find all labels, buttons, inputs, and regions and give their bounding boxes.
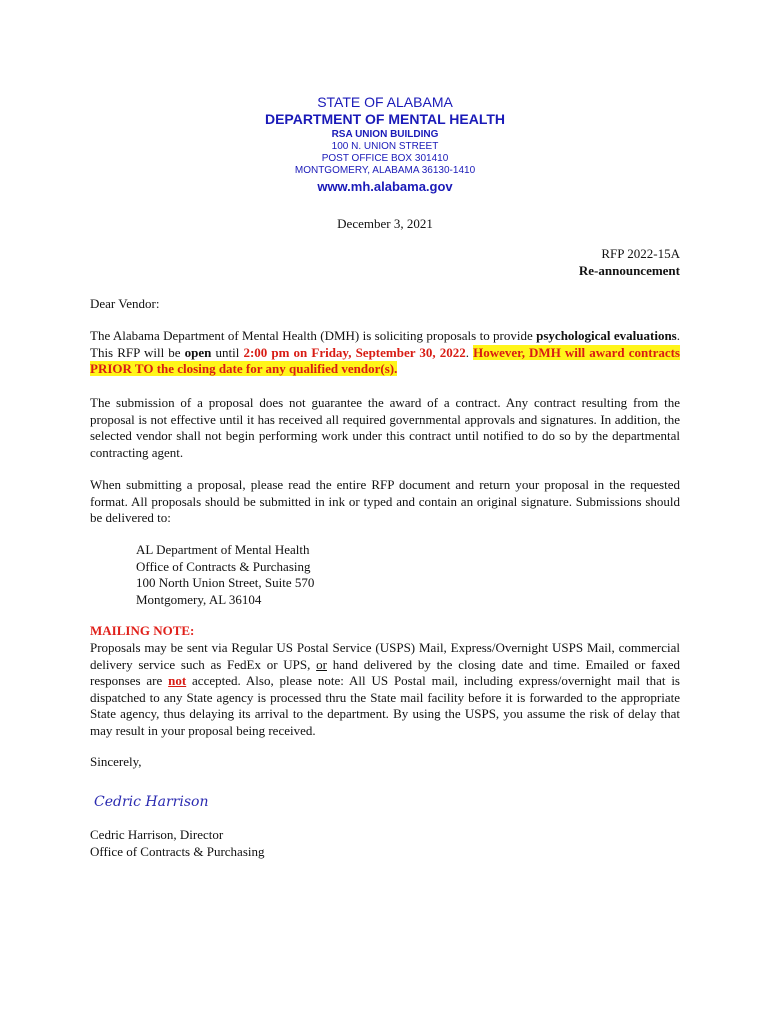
handwritten-signature <box>92 786 212 814</box>
address-line: Office of Contracts & Purchasing <box>136 558 311 574</box>
header-website: www.mh.alabama.gov <box>317 179 453 194</box>
signature-script: Cedric Harrison <box>94 794 209 810</box>
p1-text: . This RFP will be <box>90 328 680 360</box>
paragraph-submission: When submitting a proposal, please read the entire RFP document and return your proposal in the requested format. All proposals should be submitted in ink or typed and contain an original signature. Submissions should be delivered to: <box>90 477 680 525</box>
signer-title: Office of Contracts & Purchasing <box>90 844 265 859</box>
header-state: STATE OF ALABAMA <box>317 94 453 110</box>
mail-text: Proposals may be sent via Regular US Postal Service (USPS) Mail, Express/Overnight USPS Mail, commercial delivery service such as FedEx or UPS, <box>90 640 680 672</box>
address-line: AL Department of Mental Health <box>136 542 310 557</box>
header-po-box: POST OFFICE BOX 301410 <box>321 153 449 164</box>
p1-deadline: 2:00 pm on Friday, September 30, 2022 <box>243 344 466 360</box>
address-line: 100 North Union Street, Suite 570 <box>136 575 315 590</box>
header-city: MONTGOMERY, ALABAMA 36130-1410 <box>294 165 476 176</box>
address-line: Montgomery, AL 36104 <box>136 591 262 607</box>
p1-text: The Alabama Department of Mental Health (DMH) is soliciting proposals to provide <box>90 328 537 343</box>
p1-service: psychological evaluations <box>536 328 677 343</box>
signer-name: Cedric Harrison, Director <box>90 827 224 842</box>
mail-text: hand delivered by the closing date and time. Emailed or faxed responses are <box>90 656 680 688</box>
rfp-status: Re-announcement <box>578 263 680 278</box>
paragraph-mailing-note <box>90 640 680 739</box>
letter-date: December 3, 2021 <box>337 216 433 231</box>
header-building: RSA UNION BUILDING <box>331 129 439 140</box>
header-department: DEPARTMENT OF MENTAL HEALTH <box>264 111 506 127</box>
paragraph-award-terms: The submission of a proposal does not guarantee the award of a contract. Any contract resulting from the proposal is not effective until it has received all required governmental approvals and signatures. In addition, the selected vendor shall not begin performing work under this contract until notified to do so by the departmental contracting agent. <box>90 395 680 460</box>
p1-text: until <box>211 344 244 360</box>
mail-or-underlined: or <box>316 656 327 672</box>
delivery-address <box>136 542 314 608</box>
header-street: 100 N. UNION STREET <box>331 141 439 152</box>
closing: Sincerely, <box>90 754 142 769</box>
mail-not-emphasis: not <box>168 673 187 688</box>
p1-open: open <box>184 344 212 360</box>
rfp-number: RFP 2022-15A <box>601 246 680 261</box>
p1-text: . <box>465 344 474 360</box>
salutation: Dear Vendor: <box>90 296 160 311</box>
paragraph-solicitation <box>90 328 680 378</box>
p1-highlight-notice: However, DMH will award contracts PRIOR TO the closing date for any qualified vendor(s). <box>90 344 680 376</box>
mail-text: accepted. Also, please note: All US Postal mail, including express/overnight mail that is dispatched to any State agency is processed thru the State mail facility before it is forwarded to the appropriate State agency, thus delaying its arrival to the department. By using the USPS, you assume the risk of delay that may result in your proposal being received. <box>90 673 680 738</box>
mailing-note-heading: MAILING NOTE: <box>90 623 195 638</box>
